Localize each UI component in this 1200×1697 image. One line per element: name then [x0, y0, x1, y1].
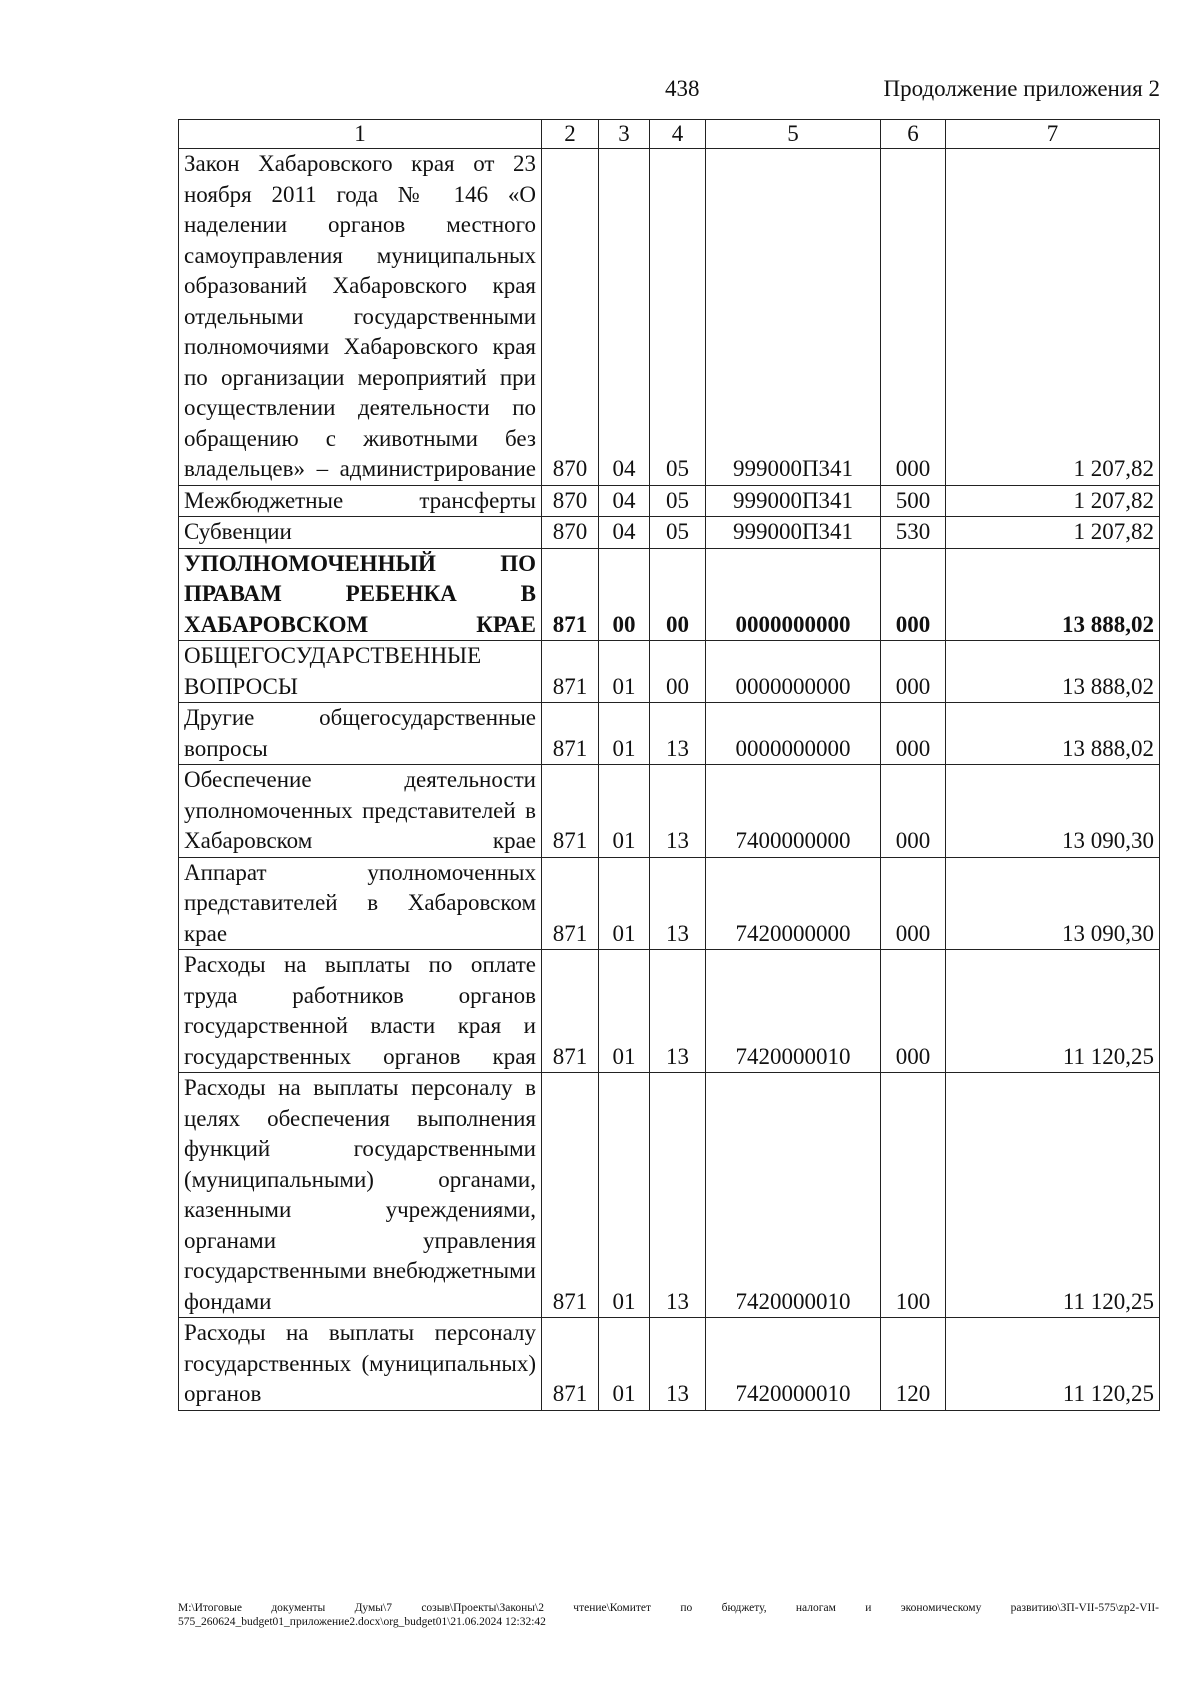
row-name: Аппарат уполномоченных представителей в Хабаровском крае	[179, 857, 542, 950]
column-header-7: 7	[946, 120, 1160, 149]
cell-c3: 01	[599, 765, 650, 858]
cell-c4: 13	[650, 1318, 706, 1411]
cell-c3: 04	[599, 517, 650, 549]
cell-c3: 01	[599, 641, 650, 703]
table-row	[179, 857, 1160, 950]
row-name: Закон Хабаровского края от 23 ноября 2011 года № 146 «О наделении органов местного самоуправления муниципальных образований Хабаровского края отдельными государственными полномочиями Хабаровского края по организации мероприятий при осуществлении деятельности по обращению с животными без владельцев» – администрирование	[179, 149, 542, 486]
footer-line-2: 575_260624_budget01_приложение2.docx\org_budget01\21.06.2024 12:32:42	[178, 1616, 546, 1628]
row-name: Расходы на выплаты персоналу государственных (муниципальных) органов	[179, 1318, 542, 1411]
cell-c4: 13	[650, 950, 706, 1073]
cell-c4: 13	[650, 857, 706, 950]
table-row	[179, 765, 1160, 858]
table-row	[179, 1073, 1160, 1318]
cell-c4: 05	[650, 149, 706, 486]
cell-c2: 870	[542, 517, 599, 549]
cell-c5: 7420000000	[706, 857, 881, 950]
column-header-6: 6	[881, 120, 946, 149]
cell-c5: 7400000000	[706, 765, 881, 858]
cell-amount: 13 888,02	[946, 641, 1160, 703]
cell-c5: 0000000000	[706, 641, 881, 703]
cell-c3: 01	[599, 703, 650, 765]
cell-c3: 01	[599, 1073, 650, 1318]
cell-c4: 05	[650, 517, 706, 549]
cell-amount: 13 888,02	[946, 703, 1160, 765]
table-row	[179, 485, 1160, 517]
cell-c5: 7420000010	[706, 1073, 881, 1318]
cell-c2: 870	[542, 149, 599, 486]
cell-c2: 871	[542, 1073, 599, 1318]
cell-c3: 04	[599, 149, 650, 486]
cell-c6: 000	[881, 548, 946, 641]
cell-c6: 000	[881, 857, 946, 950]
row-name: Расходы на выплаты персоналу в целях обеспечения выполнения функций государственными (муниципальными) органами, казенными учреждениями, органами управления государственными внебюджетными фондами	[179, 1073, 542, 1318]
cell-c5: 0000000000	[706, 548, 881, 641]
cell-c5: 999000П341	[706, 517, 881, 549]
cell-c6: 000	[881, 703, 946, 765]
table-row	[179, 703, 1160, 765]
cell-c2: 871	[542, 548, 599, 641]
row-name: ОБЩЕГОСУДАРСТВЕННЫЕ ВОПРОСЫ	[179, 641, 542, 703]
cell-amount: 13 090,30	[946, 765, 1160, 858]
row-name: Другие общегосударственные вопросы	[179, 703, 542, 765]
cell-c3: 01	[599, 857, 650, 950]
cell-c5: 999000П341	[706, 485, 881, 517]
cell-c6: 500	[881, 485, 946, 517]
cell-c5: 7420000010	[706, 950, 881, 1073]
cell-c2: 871	[542, 950, 599, 1073]
cell-c6: 530	[881, 517, 946, 549]
table-row	[179, 149, 1160, 486]
continuation-note: Продолжение приложения 2	[883, 76, 1160, 101]
cell-c5: 7420000010	[706, 1318, 881, 1411]
cell-c3: 01	[599, 1318, 650, 1411]
cell-amount: 1 207,82	[946, 485, 1160, 517]
cell-c2: 871	[542, 1318, 599, 1411]
column-header-3: 3	[599, 120, 650, 149]
table-row	[179, 950, 1160, 1073]
cell-c4: 05	[650, 485, 706, 517]
cell-c2: 871	[542, 765, 599, 858]
row-name: Расходы на выплаты по оплате труда работников органов государственной власти края и государственных органов края	[179, 950, 542, 1073]
cell-amount: 1 207,82	[946, 149, 1160, 486]
cell-c4: 13	[650, 1073, 706, 1318]
column-header-2: 2	[542, 120, 599, 149]
cell-c3: 01	[599, 950, 650, 1073]
cell-c2: 870	[542, 485, 599, 517]
table-row	[179, 641, 1160, 703]
cell-c6: 100	[881, 1073, 946, 1318]
row-name: Обеспечение деятельности уполномоченных представителей в Хабаровском крае	[179, 765, 542, 858]
cell-c2: 871	[542, 641, 599, 703]
table-row	[179, 1318, 1160, 1411]
cell-c5: 999000П341	[706, 149, 881, 486]
file-path-footer	[178, 1601, 1159, 1629]
cell-c5: 0000000000	[706, 703, 881, 765]
row-name: УПОЛНОМОЧЕННЫЙ ПО ПРАВАМ РЕБЕНКА В ХАБАРОВСКОМ КРАЕ	[179, 548, 542, 641]
cell-amount: 11 120,25	[946, 1318, 1160, 1411]
cell-c4: 00	[650, 641, 706, 703]
table-row	[179, 517, 1160, 549]
row-name: Межбюджетные трансферты	[179, 485, 542, 517]
table-header-row	[179, 120, 1160, 149]
cell-c6: 000	[881, 641, 946, 703]
column-header-4: 4	[650, 120, 706, 149]
page-number: 438	[665, 76, 700, 101]
cell-c3: 04	[599, 485, 650, 517]
cell-c2: 871	[542, 703, 599, 765]
cell-amount: 11 120,25	[946, 1073, 1160, 1318]
cell-c4: 13	[650, 703, 706, 765]
cell-c6: 120	[881, 1318, 946, 1411]
cell-c6: 000	[881, 950, 946, 1073]
column-header-1: 1	[179, 120, 542, 149]
cell-c6: 000	[881, 765, 946, 858]
cell-amount: 11 120,25	[946, 950, 1160, 1073]
cell-c3: 00	[599, 548, 650, 641]
column-header-5: 5	[706, 120, 881, 149]
table-row	[179, 548, 1160, 641]
cell-c4: 00	[650, 548, 706, 641]
cell-amount: 13 090,30	[946, 857, 1160, 950]
cell-c2: 871	[542, 857, 599, 950]
footer-line-1: M:\Итоговые документы Думы\7 созыв\Проекты\Законы\2 чтение\Комитет по бюджету, налогам и экономическому развитию\ЗП-VII-575\zp2-VII-	[178, 1602, 1159, 1614]
cell-c4: 13	[650, 765, 706, 858]
row-name: Субвенции	[179, 517, 542, 549]
cell-c6: 000	[881, 149, 946, 486]
cell-amount: 1 207,82	[946, 517, 1160, 549]
budget-table	[178, 119, 1160, 1411]
cell-amount: 13 888,02	[946, 548, 1160, 641]
